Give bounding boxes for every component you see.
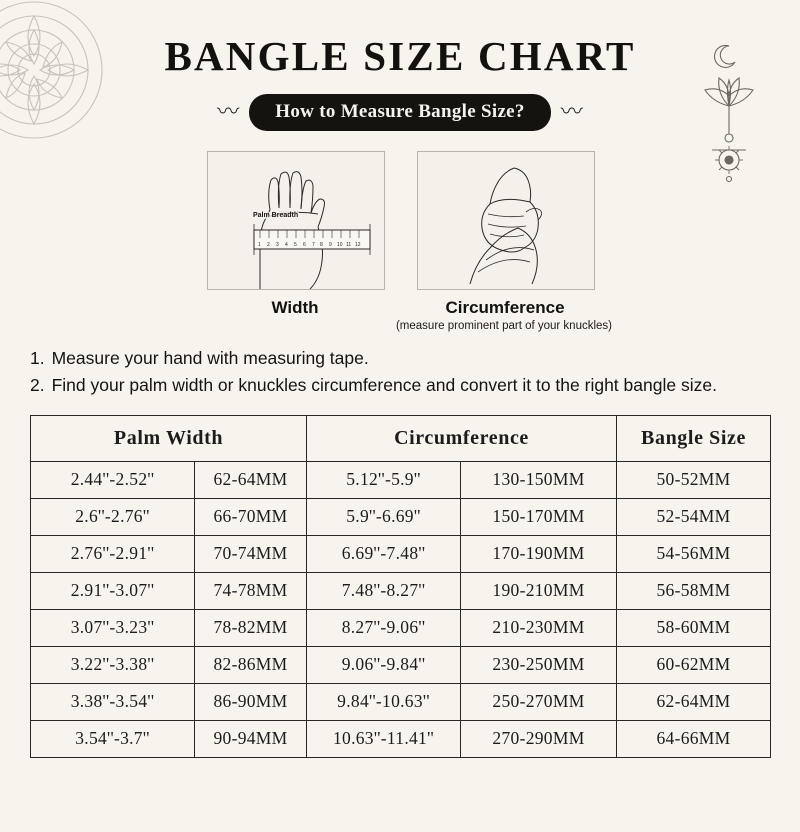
size-chart-table-wrapper (30, 415, 770, 758)
width-caption: Width (271, 298, 319, 317)
svg-text:7: 7 (312, 242, 315, 248)
table-cell: 230-250MM (461, 646, 617, 683)
table-cell: 190-210MM (461, 572, 617, 609)
table-row (31, 609, 771, 646)
figures-row (0, 151, 800, 332)
table-cell: 2.6''-2.76'' (31, 498, 195, 535)
table-cell: 78-82MM (195, 609, 307, 646)
figure-width (207, 151, 383, 332)
table-cell: 58-60MM (617, 609, 771, 646)
svg-text:2: 2 (267, 242, 270, 248)
table-row (31, 572, 771, 609)
table-cell: 270-290MM (461, 720, 617, 757)
table-cell: 74-78MM (195, 572, 307, 609)
circumference-caption: Circumference (445, 298, 565, 317)
table-cell: 2.44''-2.52'' (31, 461, 195, 498)
table-row (31, 461, 771, 498)
instruction-item-1 (30, 346, 770, 371)
table-cell: 60-62MM (617, 646, 771, 683)
table-cell: 86-90MM (195, 683, 307, 720)
header-bangle-size: Bangle Size (617, 415, 771, 461)
instruction-item-2 (30, 373, 770, 398)
width-illustration (207, 151, 385, 290)
circumference-subcaption: (measure prominent part of your knuckles) (395, 320, 613, 332)
table-cell: 3.38''-3.54'' (31, 683, 195, 720)
table-cell: 90-94MM (195, 720, 307, 757)
table-cell: 130-150MM (461, 461, 617, 498)
page-title: BANGLE SIZE CHART (164, 33, 636, 79)
table-cell: 3.07''-3.23'' (31, 609, 195, 646)
svg-text:4: 4 (285, 242, 288, 248)
table-cell: 7.48''-8.27'' (307, 572, 461, 609)
figure-circumference (395, 151, 613, 332)
lotus-ornament-decoration (684, 38, 774, 188)
table-cell: 5.9''-6.69'' (307, 498, 461, 535)
instruction-text-2: Find your palm width or knuckles circumference and convert it to the right bangle size. (51, 375, 717, 396)
table-cell: 66-70MM (195, 498, 307, 535)
table-cell: 10.63''-11.41'' (307, 720, 461, 757)
svg-text:10: 10 (337, 242, 343, 248)
circumference-illustration (417, 151, 595, 290)
svg-text:6: 6 (303, 242, 306, 248)
table-cell: 210-230MM (461, 609, 617, 646)
table-cell: 54-56MM (617, 535, 771, 572)
table-row (31, 646, 771, 683)
instruction-number-2: 2. (30, 375, 45, 396)
table-row (31, 683, 771, 720)
table-cell: 9.06''-9.84'' (307, 646, 461, 683)
how-to-measure-banner (0, 94, 800, 131)
table-cell: 150-170MM (461, 498, 617, 535)
svg-text:9: 9 (329, 242, 332, 248)
table-cell: 50-52MM (617, 461, 771, 498)
mandala-decoration (0, 0, 114, 150)
table-cell: 9.84''-10.63'' (307, 683, 461, 720)
table-cell: 70-74MM (195, 535, 307, 572)
table-cell: 3.54''-3.7'' (31, 720, 195, 757)
table-cell: 2.76''-2.91'' (31, 535, 195, 572)
table-cell: 170-190MM (461, 535, 617, 572)
svg-text:3: 3 (276, 242, 279, 248)
table-cell: 2.91''-3.07'' (31, 572, 195, 609)
table-row (31, 720, 771, 757)
table-cell: 6.69''-7.48'' (307, 535, 461, 572)
size-chart-table (30, 415, 771, 758)
flourish-right-icon: 〰 (560, 99, 583, 125)
table-cell: 8.27''-9.06'' (307, 609, 461, 646)
flourish-left-icon: 〰 (217, 99, 240, 125)
table-header-row (31, 415, 771, 461)
table-cell: 250-270MM (461, 683, 617, 720)
table-cell: 3.22''-3.38'' (31, 646, 195, 683)
table-cell: 52-54MM (617, 498, 771, 535)
header-palm-width: Palm Width (31, 415, 307, 461)
instructions-list (30, 346, 770, 399)
table-cell: 5.12''-5.9'' (307, 461, 461, 498)
svg-text:1: 1 (258, 242, 261, 248)
table-row (31, 498, 771, 535)
table-cell: 62-64MM (195, 461, 307, 498)
palm-breadth-label: Palm Breadth (253, 212, 299, 219)
table-cell: 64-66MM (617, 720, 771, 757)
svg-text:5: 5 (294, 242, 297, 248)
table-cell: 82-86MM (195, 646, 307, 683)
instruction-number-1: 1. (30, 348, 45, 368)
instruction-text-1: Measure your hand with measuring tape. (51, 348, 369, 368)
table-row (31, 535, 771, 572)
svg-text:12: 12 (355, 242, 361, 248)
table-cell: 56-58MM (617, 572, 771, 609)
svg-text:8: 8 (320, 242, 323, 248)
svg-text:11: 11 (346, 242, 352, 248)
table-cell: 62-64MM (617, 683, 771, 720)
banner-pill-label: How to Measure Bangle Size? (249, 94, 550, 131)
header-circumference: Circumference (307, 415, 617, 461)
